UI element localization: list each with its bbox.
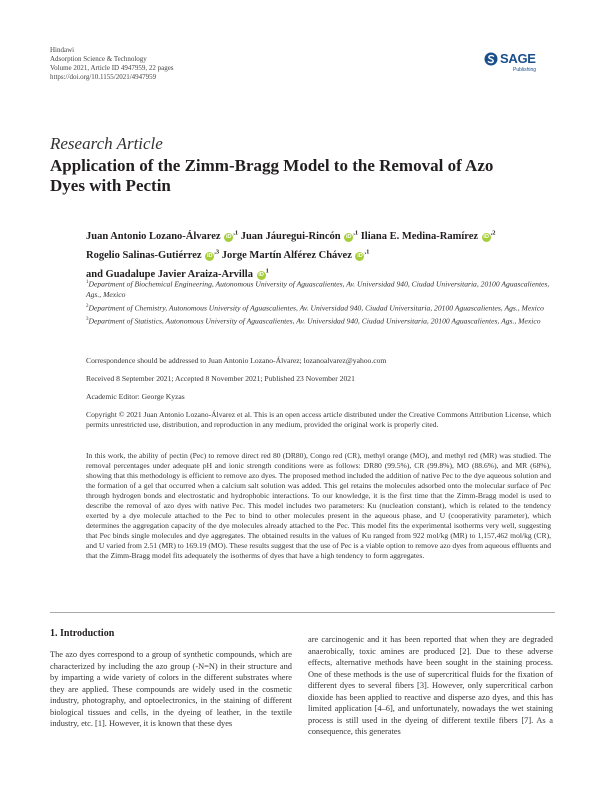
orcid-icon[interactable]: iD	[483, 233, 489, 240]
article-type: Research Article	[50, 134, 163, 153]
orcid-icon[interactable]: iD	[258, 271, 264, 278]
orcid-icon[interactable]: iD	[206, 252, 213, 259]
body-column-left	[50, 628, 292, 730]
article-title: Application of the Zimm-Bragg Model to the Removal of Azo Dyes with Pectin	[50, 156, 494, 195]
author-name[interactable]: Juan Jáuregui-Rincón	[240, 230, 341, 242]
doi-link[interactable]: https://doi.org/10.1155/2021/4947959	[50, 73, 157, 81]
author	[86, 231, 238, 242]
affiliation-number: 3	[86, 317, 89, 323]
orcid-icon[interactable]: iD	[345, 233, 352, 240]
author-affil: 1	[265, 267, 269, 274]
affiliation-number: 1	[86, 280, 89, 285]
journal-info	[50, 46, 174, 82]
author-affil: ,2	[490, 229, 496, 236]
affiliations	[86, 278, 566, 329]
author	[86, 250, 219, 261]
journal-name: Adsorption Science & Technology	[50, 55, 147, 63]
logo-wordmark: SAGE	[500, 51, 536, 66]
body-text-left: The azo dyes correspond to a group of synthetic compounds, which are characterized by including the azo group (-N=N) in their structure and by imparting a wide variety of colors in the different substrates where they are applied. These compounds are widely used in the cosmetic industry, photography, and optoelectronics, in the staining of different biological tissues and cells, in the dyeing of leather, in the textile industry, etc. [1]. However, it is known that these dyes	[50, 650, 292, 728]
author	[361, 231, 496, 242]
copyright-notice: Copyright © 2021 Juan Antonio Lozano-Álvarez et al. This is an open access article distributed under the Creative Commons Attribution License, which permits unrestricted use, distribution, and reproduction in any medium, provided the original work is properly cited.	[86, 410, 551, 429]
orcid-icon[interactable]: iD	[357, 252, 363, 259]
section-divider	[50, 612, 555, 613]
author-list	[86, 225, 566, 282]
orcid-icon[interactable]: iD	[225, 233, 232, 240]
affiliation-number: 2	[86, 303, 89, 309]
affiliation	[86, 278, 566, 300]
author-affil: ,1	[353, 229, 359, 236]
publication-dates: Received 8 September 2021; Accepted 8 November 2021; Published 23 November 2021	[86, 374, 355, 383]
publisher-name: Hindawi	[50, 46, 75, 54]
author-name[interactable]: Iliana E. Medina-Ramírez	[360, 230, 479, 242]
author-affil: ,1	[364, 248, 370, 255]
body-column-right	[308, 634, 553, 738]
correspondence: Correspondence should be addressed to Juan Antonio Lozano-Álvarez; lozanoalvarez@yahoo.com	[86, 356, 387, 365]
affiliation	[86, 315, 566, 327]
author-name[interactable]: Rogelio Salinas-Gutiérrez	[86, 249, 202, 261]
author-name[interactable]: Jorge Martín Alférez Chávez	[221, 249, 352, 261]
author	[241, 231, 358, 242]
author	[222, 250, 370, 261]
section-heading: 1. Introduction	[50, 628, 115, 639]
affiliation	[86, 302, 566, 314]
author-name[interactable]: and Guadalupe Javier Araiza-Arvilla	[86, 268, 253, 280]
logo-subtitle: Publishing	[513, 67, 537, 73]
academic-editor: Academic Editor: George Kyzas	[86, 392, 185, 401]
volume-line: Volume 2021, Article ID 4947959, 22 pages	[50, 64, 174, 72]
author-name[interactable]: Juan Antonio Lozano-Álvarez	[86, 230, 221, 242]
affiliation-text: Department of Chemistry, Autonomous University of Aguascalientes, Av. Universidad 940, Ciudad Universitaria, 20100 Aguascalientes, Ags., Mexico	[88, 303, 544, 313]
affiliation-text: Department of Biochemical Engineering, Autonomous University of Aguascalientes, Av. Universidad 940, Ciudad Universitaria, 20100 Aguascalientes, Ags., Mexico	[86, 279, 550, 299]
affiliation-text: Department of Statistics, Autonomous University of Aguascalientes, Av. Universidad 940, Ciudad Universitaria, 20100 Aguascalientes, Ags., Mexico	[88, 316, 541, 326]
abstract: In this work, the ability of pectin (Pec) to remove direct red 80 (DR80), Congo red (CR), methyl orange (MO), and methyl red (MR) was studied. The removal percentages under adequate pH and ionic strength conditions were as follows: DR80 (99.5%), CR (99.8%), MO (88.6%), and MR (68%), showing that this methodology is efficient to remove azo dyes. The proposed method included the addition of native Pec to the dye aqueous solution and the formation of a gel that occurred when a calcium salt solution was added. This gel retains the molecules adsorbed onto the molecular surface of Pec through hydrogen bonds and electrostatic and hydrophobic interactions. To our knowledge, it is the first time that the Zimm-Bragg model is used to describe the removal of azo dyes with native Pec. This model includes two parameters: Ku (nucleation constant), which is related to the tendency exerted by a dye molecule attached to the Pec to bind to other molecules present in the aqueous phase, and U (cooperativity parameter), which determines the aggregation capacity of the dye molecules already attached to the Pec. This model fits the experimental isotherms very well, suggesting that Pec binds single molecules and dye aggregates. The obtained results in the values of Ku ranged from 922 mol/kg (MR) to 1,157,462 mol/kg (CR), and U varied from 2.51 (MR) to 169.19 (MO). These results suggest that the use of Pec is a viable option to remove azo dyes from aqueous effluents and that the Zimm-Bragg model fits adequately the isotherms of dyes that have a high tendency to form aggregates.	[86, 451, 551, 560]
body-text-right: are carcinogenic and it has been reported that when they are degraded anaerobically, toxic amines are produced [2]. Due to these adverse effects, alternative methods have been sought in the staining process. One of these methods is the use of supercritical fluids for the fixation of different dyes to several fibers [3]. However, only supercritical carbon dioxide has been applied to reactive and disperse azo dyes, and this has limited application [4–6], and unfortunately, nowadays the wet staining process is still used in the dyeing of different textile fibers [7]. As a consequence, this generates	[308, 635, 553, 736]
sage-logo	[484, 52, 554, 82]
author-affil: ,3	[214, 248, 220, 255]
author-affil: ,1	[233, 229, 239, 236]
sage-logo-mark-icon	[484, 52, 498, 66]
